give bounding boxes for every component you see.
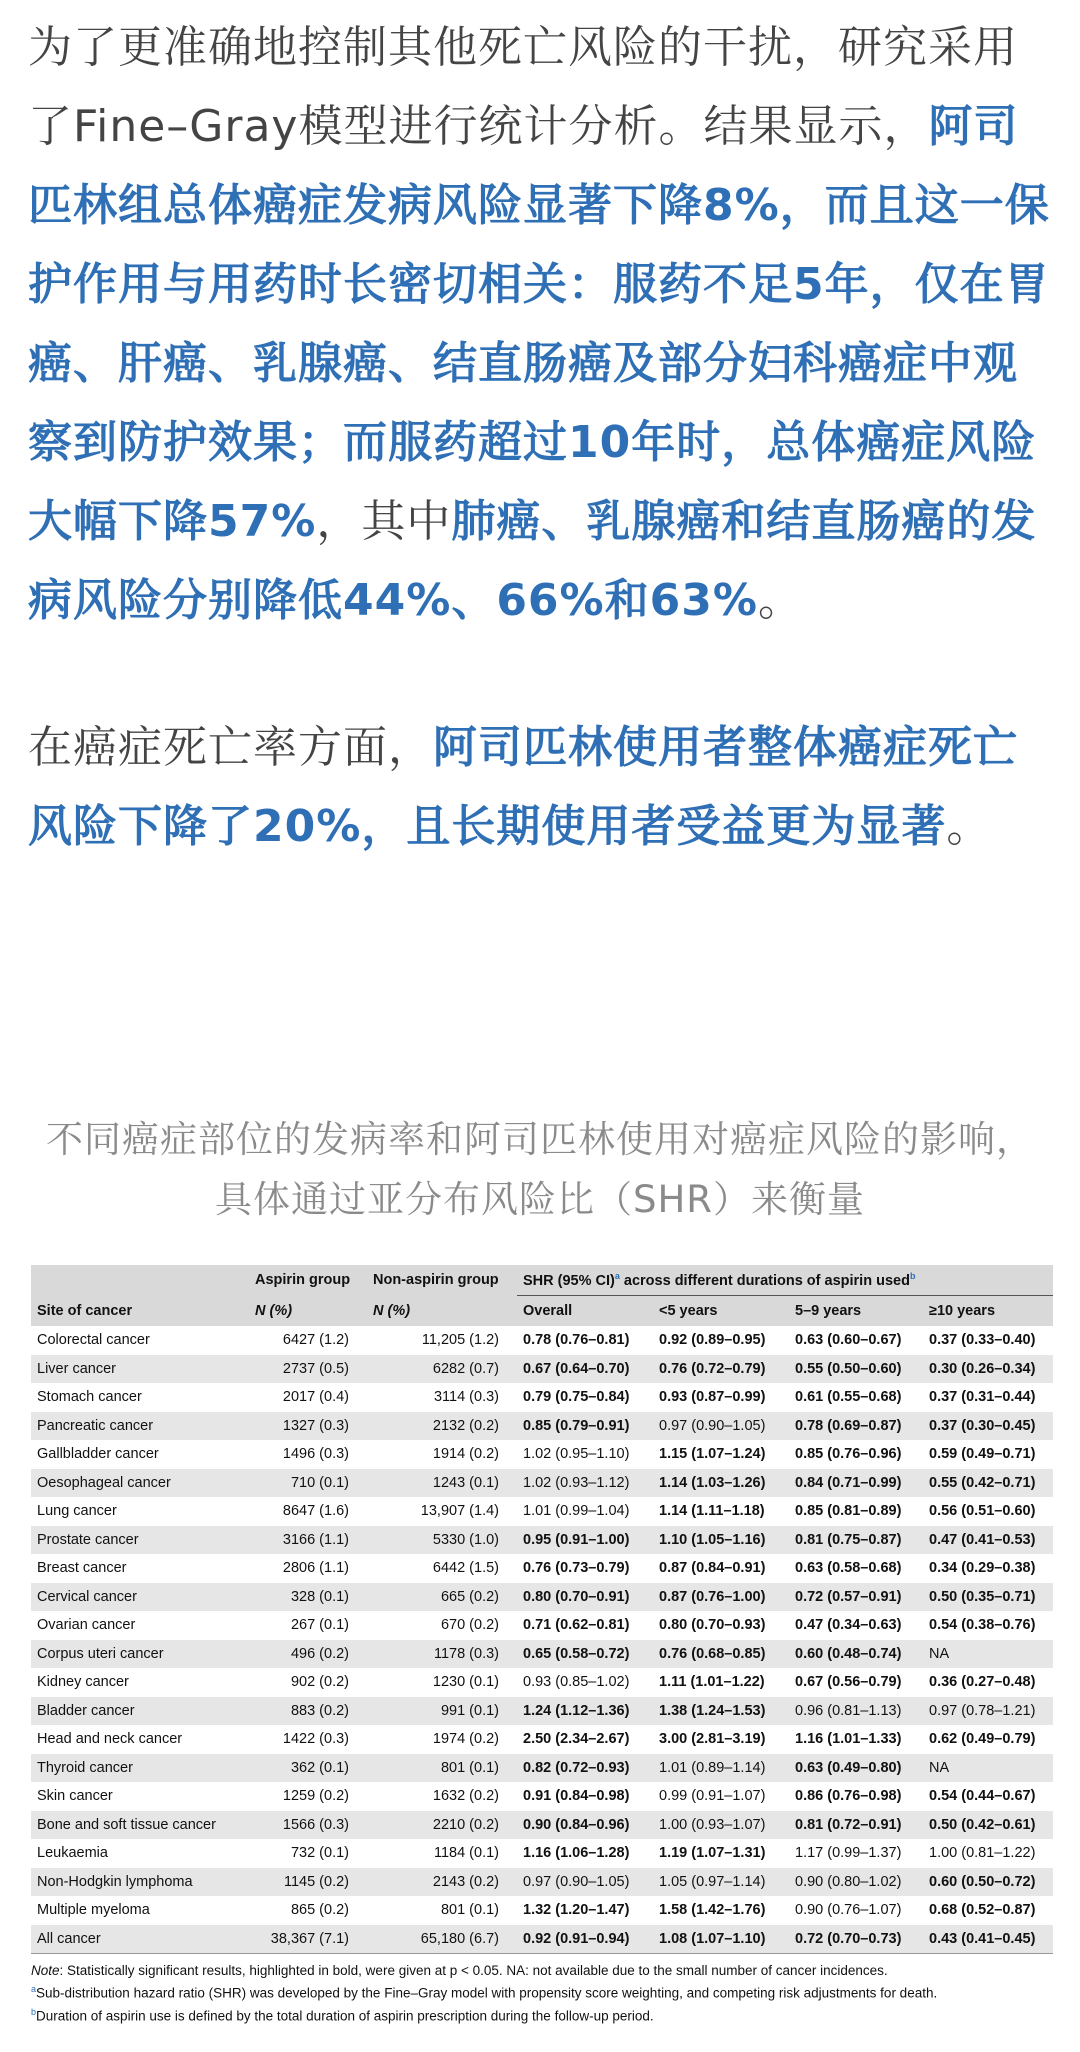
cell-site: Kidney cancer xyxy=(37,1674,129,1691)
cell-site: Leukaemia xyxy=(37,1845,108,1862)
cell-shr-overall: 0.82 (0.72–0.93) xyxy=(517,1754,653,1783)
header-ge10: ≥10 years xyxy=(923,1296,1053,1327)
cell-site: Corpus uteri cancer xyxy=(31,1640,249,1669)
shr-table-figure xyxy=(31,1265,1053,2025)
cell-shr-5-9: 0.90 (0.76–1.07) xyxy=(795,1902,902,1919)
cell-aspirin-n: 2017 (0.4) xyxy=(282,1389,349,1406)
cell-non-aspirin-n: 2132 (0.2) xyxy=(367,1412,517,1441)
cell-shr-ge10: 0.37 (0.30–0.45) xyxy=(923,1412,1053,1441)
cell-site: Bone and soft tissue cancer xyxy=(31,1811,249,1840)
table-row xyxy=(31,1583,1053,1612)
cell-non-aspirin-n: 11,205 (1.2) xyxy=(421,1332,499,1349)
cell-site: Ovarian cancer xyxy=(37,1617,136,1634)
cell-non-aspirin-n: 6442 (1.5) xyxy=(432,1560,499,1577)
highlight-text: 肺癌、乳腺癌和结直肠癌的发病风险分别降低44%、66%和63% xyxy=(28,496,1037,626)
cell-shr-lt5: 1.19 (1.07–1.31) xyxy=(659,1845,766,1862)
cell-site: Non-Hodgkin lymphoma xyxy=(31,1868,249,1897)
cell-shr-lt5: 1.10 (1.05–1.16) xyxy=(653,1526,789,1555)
cell-shr-ge10: 0.68 (0.52–0.87) xyxy=(929,1902,1036,1919)
cell-shr-5-9: 0.60 (0.48–0.74) xyxy=(789,1640,923,1669)
cell-shr-ge10: 0.60 (0.50–0.72) xyxy=(923,1868,1053,1897)
footnote-b-mark: b xyxy=(31,2006,37,2017)
table-row xyxy=(31,1412,1053,1441)
cell-non-aspirin-n: 801 (0.1) xyxy=(367,1754,517,1783)
shr-table xyxy=(31,1265,1053,1954)
table-row xyxy=(31,1925,1053,1954)
cell-site: Pancreatic cancer xyxy=(31,1412,249,1441)
cell-shr-5-9: 0.85 (0.81–0.89) xyxy=(795,1503,902,1520)
highlight-text: 阿司匹林组总体癌症发病风险显著下降8%，而且这一保护作用与用药时长密切相关：服药不足5年，仅在胃癌、肝癌、乳腺癌、结直肠癌及部分妇科癌症中观察到防护效果；而服药超过10年时，总体癌症风险大幅下降57% xyxy=(28,101,1050,547)
cell-shr-lt5: 0.76 (0.72–0.79) xyxy=(653,1355,789,1384)
cell-site: Prostate cancer xyxy=(31,1526,249,1555)
cell-shr-5-9: 0.63 (0.49–0.80) xyxy=(789,1754,923,1783)
cell-shr-overall: 1.02 (0.95–1.10) xyxy=(523,1446,630,1463)
table-row xyxy=(31,1896,1053,1925)
cell-site: Liver cancer xyxy=(31,1355,249,1384)
footnote-b xyxy=(31,2003,1053,2026)
cell-shr-5-9: 0.85 (0.76–0.96) xyxy=(795,1446,902,1463)
cell-shr-lt5: 1.01 (0.89–1.14) xyxy=(653,1754,789,1783)
cell-non-aspirin-n: 1184 (0.1) xyxy=(433,1845,499,1862)
table-row xyxy=(31,1554,1053,1583)
cell-shr-lt5: 1.05 (0.97–1.14) xyxy=(653,1868,789,1897)
cell-aspirin-n: 1145 (0.2) xyxy=(249,1868,367,1897)
table-body xyxy=(31,1326,1053,1954)
cell-aspirin-n: 267 (0.1) xyxy=(290,1617,349,1634)
header-n-non-aspirin: N (%) xyxy=(367,1296,517,1327)
cell-non-aspirin-n: 1230 (0.1) xyxy=(432,1674,499,1691)
cell-site: Stomach cancer xyxy=(37,1389,142,1406)
cell-aspirin-n: 865 (0.2) xyxy=(290,1902,349,1919)
table-row xyxy=(31,1611,1053,1640)
body-text: 。 xyxy=(946,801,992,852)
cell-shr-5-9: 0.96 (0.81–1.13) xyxy=(789,1697,923,1726)
cell-shr-ge10: 0.55 (0.42–0.71) xyxy=(923,1469,1053,1498)
note-label: Note xyxy=(31,1963,60,1978)
cell-shr-5-9: 1.16 (1.01–1.33) xyxy=(795,1731,902,1748)
table-row xyxy=(31,1326,1053,1355)
header-aspirin-group: Aspirin group xyxy=(249,1265,367,1296)
cell-shr-overall: 0.67 (0.64–0.70) xyxy=(517,1355,653,1384)
cell-non-aspirin-n: 1974 (0.2) xyxy=(432,1731,499,1748)
cell-aspirin-n: 6427 (1.2) xyxy=(282,1332,349,1349)
table-row xyxy=(31,1668,1053,1697)
cell-site: Gallbladder cancer xyxy=(37,1446,159,1463)
cell-shr-lt5: 0.87 (0.76–1.00) xyxy=(653,1583,789,1612)
cell-aspirin-n: 710 (0.1) xyxy=(249,1469,367,1498)
cell-shr-overall: 0.79 (0.75–0.84) xyxy=(523,1389,630,1406)
cell-site: Breast cancer xyxy=(37,1560,127,1577)
cell-aspirin-n: 1422 (0.3) xyxy=(282,1731,349,1748)
header-5-9: 5–9 years xyxy=(789,1296,923,1327)
cell-shr-ge10: NA xyxy=(923,1640,1053,1669)
cell-aspirin-n: 1566 (0.3) xyxy=(249,1811,367,1840)
cell-non-aspirin-n: 3114 (0.3) xyxy=(433,1389,499,1406)
header-shr-label: SHR (95% CI) xyxy=(523,1272,615,1289)
cell-aspirin-n: 2737 (0.5) xyxy=(249,1355,367,1384)
footnote-b-text: Duration of aspirin use is defined by the total duration of aspirin prescription during the follow-up period. xyxy=(36,2008,654,2023)
cell-shr-5-9: 0.78 (0.69–0.87) xyxy=(789,1412,923,1441)
cell-shr-lt5: 1.15 (1.07–1.24) xyxy=(659,1446,766,1463)
table-caption: 不同癌症部位的发病率和阿司匹林使用对癌症风险的影响，具体通过亚分布风险比（SHR）来衡量 xyxy=(46,1118,1034,1221)
cell-shr-5-9: 0.90 (0.80–1.02) xyxy=(789,1868,923,1897)
header-site: Site of cancer xyxy=(31,1296,249,1327)
body-text: 为了更准确地控制其他死亡风险的干扰，研究采用了Fine–Gray模型进行统计分析。结果显示， xyxy=(28,22,1018,152)
cell-shr-ge10: 0.37 (0.31–0.44) xyxy=(929,1389,1036,1406)
cell-site: Lung cancer xyxy=(37,1503,117,1520)
table-row xyxy=(31,1440,1053,1469)
body-text: ，其中 xyxy=(316,496,452,547)
cell-shr-overall: 0.80 (0.70–0.91) xyxy=(517,1583,653,1612)
cell-shr-lt5: 1.00 (0.93–1.07) xyxy=(653,1811,789,1840)
cell-shr-lt5: 0.99 (0.91–1.07) xyxy=(659,1788,766,1805)
cell-shr-overall: 0.85 (0.79–0.91) xyxy=(517,1412,653,1441)
cell-shr-ge10: 0.56 (0.51–0.60) xyxy=(929,1503,1036,1520)
cell-shr-5-9: 0.81 (0.72–0.91) xyxy=(789,1811,923,1840)
table-header-row-2 xyxy=(31,1296,1053,1327)
cell-shr-5-9: 0.72 (0.57–0.91) xyxy=(789,1583,923,1612)
table-row xyxy=(31,1383,1053,1412)
cell-shr-ge10: 0.54 (0.44–0.67) xyxy=(929,1788,1036,1805)
cell-shr-5-9: 0.72 (0.70–0.73) xyxy=(789,1925,923,1954)
cell-shr-lt5: 0.92 (0.89–0.95) xyxy=(659,1332,766,1349)
cell-shr-ge10: 0.97 (0.78–1.21) xyxy=(923,1697,1053,1726)
cell-shr-lt5: 1.14 (1.03–1.26) xyxy=(653,1469,789,1498)
cell-non-aspirin-n: 2210 (0.2) xyxy=(367,1811,517,1840)
cell-site: Bladder cancer xyxy=(31,1697,249,1726)
note-line xyxy=(31,1962,1053,1980)
cell-shr-ge10: 0.62 (0.49–0.79) xyxy=(929,1731,1036,1748)
cell-shr-lt5: 1.14 (1.11–1.18) xyxy=(659,1503,765,1520)
cell-shr-overall: 0.95 (0.91–1.00) xyxy=(517,1526,653,1555)
table-row xyxy=(31,1811,1053,1840)
cell-shr-5-9: 0.81 (0.75–0.87) xyxy=(789,1526,923,1555)
cell-shr-overall: 1.01 (0.99–1.04) xyxy=(523,1503,630,1520)
table-header-row-1 xyxy=(31,1265,1053,1296)
cell-shr-5-9: 0.63 (0.60–0.67) xyxy=(795,1332,902,1349)
cell-site: Oesophageal cancer xyxy=(31,1469,249,1498)
cell-shr-5-9: 0.47 (0.34–0.63) xyxy=(795,1617,902,1634)
cell-shr-5-9: 0.84 (0.71–0.99) xyxy=(789,1469,923,1498)
header-non-aspirin-group: Non-aspirin group xyxy=(367,1265,517,1296)
cell-shr-ge10: 0.34 (0.29–0.38) xyxy=(929,1560,1036,1577)
cell-shr-overall: 1.32 (1.20–1.47) xyxy=(523,1902,630,1919)
cell-aspirin-n: 3166 (1.1) xyxy=(249,1526,367,1555)
cell-shr-ge10: NA xyxy=(923,1754,1053,1783)
table-row xyxy=(31,1754,1053,1783)
cell-aspirin-n: 1496 (0.3) xyxy=(282,1446,349,1463)
cell-aspirin-n: 1259 (0.2) xyxy=(282,1788,349,1805)
cell-non-aspirin-n: 801 (0.1) xyxy=(440,1902,499,1919)
header-shr-footnote-a: a xyxy=(614,1271,620,1282)
cell-shr-overall: 1.24 (1.12–1.36) xyxy=(517,1697,653,1726)
cell-shr-lt5: 1.38 (1.24–1.53) xyxy=(653,1697,789,1726)
cell-shr-overall: 0.90 (0.84–0.96) xyxy=(517,1811,653,1840)
cell-shr-ge10: 0.30 (0.26–0.34) xyxy=(923,1355,1053,1384)
cell-shr-overall: 0.97 (0.90–1.05) xyxy=(517,1868,653,1897)
cell-aspirin-n: 902 (0.2) xyxy=(290,1674,349,1691)
cell-shr-5-9: 1.17 (0.99–1.37) xyxy=(795,1845,902,1862)
cell-aspirin-n: 883 (0.2) xyxy=(249,1697,367,1726)
cell-shr-lt5: 1.11 (1.01–1.22) xyxy=(659,1674,765,1691)
cell-aspirin-n: 1327 (0.3) xyxy=(249,1412,367,1441)
cell-shr-5-9: 0.67 (0.56–0.79) xyxy=(795,1674,902,1691)
cell-site: Colorectal cancer xyxy=(37,1332,150,1349)
cell-shr-ge10: 0.36 (0.27–0.48) xyxy=(929,1674,1036,1691)
footnote-a-text: Sub-distribution hazard ratio (SHR) was developed by the Fine–Gray model with propensity score weighting, and competing risk adjustments for death. xyxy=(36,1985,938,2001)
cell-shr-lt5: 1.08 (1.07–1.10) xyxy=(653,1925,789,1954)
cell-aspirin-n: 38,367 (7.1) xyxy=(249,1925,367,1954)
cell-shr-overall: 0.76 (0.73–0.79) xyxy=(523,1560,630,1577)
cell-site: Thyroid cancer xyxy=(31,1754,249,1783)
footnote-a-mark: a xyxy=(31,1984,37,1994)
cell-shr-overall: 0.92 (0.91–0.94) xyxy=(517,1925,653,1954)
cell-shr-lt5: 0.76 (0.68–0.85) xyxy=(653,1640,789,1669)
cell-shr-overall: 0.93 (0.85–1.02) xyxy=(523,1674,630,1691)
cell-site: All cancer xyxy=(31,1925,249,1954)
cell-site: Cervical cancer xyxy=(31,1583,249,1612)
table-row xyxy=(31,1640,1053,1669)
header-shr-rest: across different durations of aspirin used xyxy=(619,1272,910,1289)
cell-shr-lt5: 1.58 (1.42–1.76) xyxy=(659,1902,766,1919)
cell-shr-overall: 0.71 (0.62–0.81) xyxy=(523,1617,630,1634)
header-blank xyxy=(31,1265,249,1296)
header-lt5: <5 years xyxy=(653,1296,789,1327)
cell-shr-lt5: 0.80 (0.70–0.93) xyxy=(659,1617,766,1634)
cell-non-aspirin-n: 6282 (0.7) xyxy=(367,1355,517,1384)
cell-shr-lt5: 0.87 (0.84–0.91) xyxy=(659,1560,766,1577)
cell-shr-overall: 0.78 (0.76–0.81) xyxy=(523,1332,630,1349)
article-body xyxy=(28,8,1058,866)
cell-aspirin-n: 362 (0.1) xyxy=(249,1754,367,1783)
cell-site: Skin cancer xyxy=(37,1788,113,1805)
cell-non-aspirin-n: 1178 (0.3) xyxy=(367,1640,517,1669)
table-row xyxy=(31,1839,1053,1868)
header-n-aspirin: N (%) xyxy=(249,1296,367,1327)
table-notes xyxy=(31,1962,1053,2025)
table-row xyxy=(31,1697,1053,1726)
cell-shr-5-9: 0.61 (0.55–0.68) xyxy=(795,1389,902,1406)
table-row xyxy=(31,1497,1053,1526)
cell-non-aspirin-n: 65,180 (6.7) xyxy=(367,1925,517,1954)
cell-shr-5-9: 0.86 (0.76–0.98) xyxy=(795,1788,902,1805)
table-row xyxy=(31,1725,1053,1754)
cell-shr-ge10: 1.00 (0.81–1.22) xyxy=(929,1845,1036,1862)
cell-shr-overall: 1.16 (1.06–1.28) xyxy=(523,1845,630,1862)
cell-aspirin-n: 496 (0.2) xyxy=(249,1640,367,1669)
cell-non-aspirin-n: 2143 (0.2) xyxy=(367,1868,517,1897)
cell-shr-lt5: 0.93 (0.87–0.99) xyxy=(659,1389,766,1406)
cell-shr-ge10: 0.47 (0.41–0.53) xyxy=(923,1526,1053,1555)
cell-aspirin-n: 328 (0.1) xyxy=(249,1583,367,1612)
cell-shr-overall: 0.65 (0.58–0.72) xyxy=(517,1640,653,1669)
cell-aspirin-n: 2806 (1.1) xyxy=(282,1560,349,1577)
cell-shr-overall: 0.91 (0.84–0.98) xyxy=(523,1788,630,1805)
table-row xyxy=(31,1355,1053,1384)
table-row xyxy=(31,1782,1053,1811)
note-text: : Statistically significant results, highlighted in bold, were given at p < 0.05. NA: not available due to the small number of cancer incidences. xyxy=(59,1963,888,1978)
table-row xyxy=(31,1868,1053,1897)
header-overall: Overall xyxy=(517,1296,653,1327)
highlight-text: 阿司匹林使用者整体癌症死亡风险下降了20%，且长期使用者受益更为显著 xyxy=(28,722,1018,852)
paragraph-incidence xyxy=(28,8,1058,640)
cell-non-aspirin-n: 5330 (1.0) xyxy=(367,1526,517,1555)
cell-non-aspirin-n: 670 (0.2) xyxy=(440,1617,499,1634)
cell-aspirin-n: 732 (0.1) xyxy=(290,1845,349,1862)
cell-shr-overall: 1.02 (0.93–1.12) xyxy=(517,1469,653,1498)
cell-non-aspirin-n: 991 (0.1) xyxy=(367,1697,517,1726)
cell-shr-ge10: 0.54 (0.38–0.76) xyxy=(929,1617,1036,1634)
body-text: 在癌症死亡率方面， xyxy=(28,722,433,773)
cell-shr-lt5: 0.97 (0.90–1.05) xyxy=(653,1412,789,1441)
body-text: 。 xyxy=(757,575,803,626)
cell-aspirin-n: 8647 (1.6) xyxy=(282,1503,349,1520)
footnote-a xyxy=(31,1980,1053,2003)
header-shr xyxy=(517,1265,1053,1296)
cell-shr-ge10: 0.37 (0.33–0.40) xyxy=(929,1332,1036,1349)
cell-shr-ge10: 0.59 (0.49–0.71) xyxy=(929,1446,1036,1463)
cell-shr-overall: 2.50 (2.34–2.67) xyxy=(523,1731,630,1748)
cell-non-aspirin-n: 13,907 (1.4) xyxy=(420,1503,499,1520)
cell-site: Multiple myeloma xyxy=(37,1902,150,1919)
cell-shr-ge10: 0.43 (0.41–0.45) xyxy=(923,1925,1053,1954)
table-row xyxy=(31,1526,1053,1555)
header-shr-footnote-b: b xyxy=(909,1271,916,1282)
table-row xyxy=(31,1469,1053,1498)
cell-non-aspirin-n: 1243 (0.1) xyxy=(367,1469,517,1498)
cell-shr-5-9: 0.55 (0.50–0.60) xyxy=(789,1355,923,1384)
cell-site: Head and neck cancer xyxy=(37,1731,183,1748)
cell-shr-ge10: 0.50 (0.35–0.71) xyxy=(923,1583,1053,1612)
cell-shr-ge10: 0.50 (0.42–0.61) xyxy=(923,1811,1053,1840)
cell-non-aspirin-n: 665 (0.2) xyxy=(367,1583,517,1612)
cell-non-aspirin-n: 1632 (0.2) xyxy=(432,1788,499,1805)
cell-shr-5-9: 0.63 (0.58–0.68) xyxy=(795,1560,902,1577)
cell-shr-lt5: 3.00 (2.81–3.19) xyxy=(659,1731,766,1748)
cell-non-aspirin-n: 1914 (0.2) xyxy=(432,1446,499,1463)
paragraph-mortality xyxy=(28,708,1058,866)
